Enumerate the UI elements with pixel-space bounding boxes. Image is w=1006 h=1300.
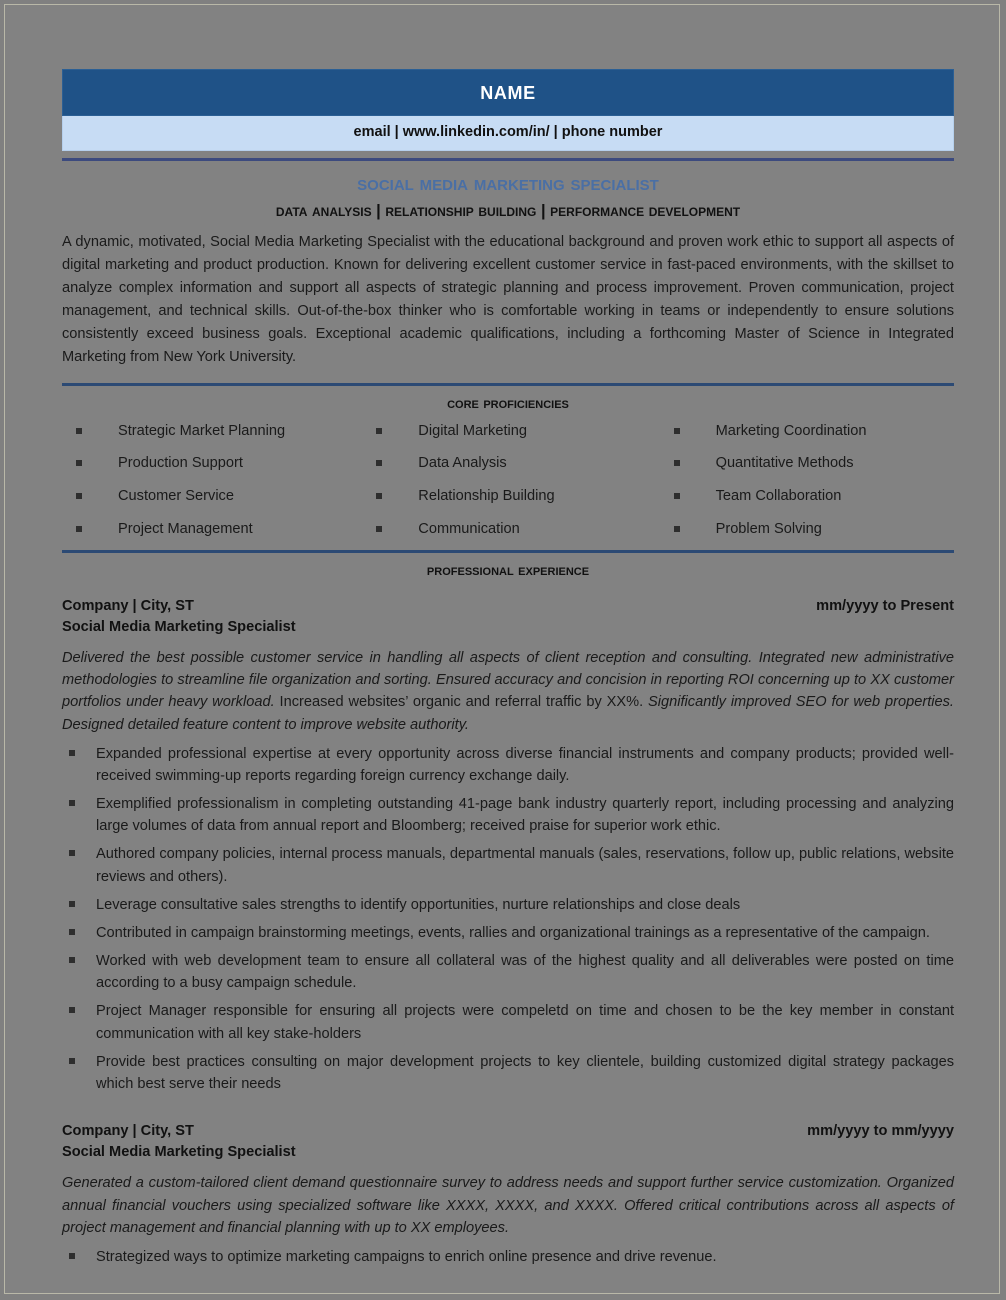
core-proficiencies-divider: [62, 383, 954, 386]
job-bullet-text: Worked with web development team to ensure all collateral was of the highest quality and all deliverables were posted on time according to a busy campaign schedule.: [96, 953, 954, 992]
square-bullet-icon: [69, 800, 75, 806]
job-bullet-text: Expanded professional expertise at every opportunity across diverse financial instruments and company products; provided well-received swimming-up reports regarding foreign currency exchange daily.: [96, 745, 954, 784]
description-italic-part-1: Generated a custom-tailored client demand questionnaire survey to address needs and support further service customization. Organized annual financial vouchers using specialized software like XXXX, XXXX, and XXXX. Offered critical contributions across all aspects of project management and financial planning with up to XX employees.: [62, 1175, 954, 1236]
experience-entry-header: [62, 596, 954, 617]
resume-page: [4, 4, 1000, 1294]
skill-label: Production Support: [118, 455, 243, 472]
experience-heading: professional experience: [426, 562, 590, 580]
description-italic-part-2: Significantly improved SEO for web properties. Designed detailed feature content to improve website authority.: [62, 694, 954, 733]
job-bullet: [62, 1051, 954, 1095]
job-bullet: [62, 793, 954, 837]
square-bullet-icon: [69, 901, 75, 907]
square-bullet-icon: [674, 493, 680, 499]
skill-label: Relationship Building: [418, 487, 555, 504]
skill-item: [674, 424, 954, 439]
job-description: [62, 647, 954, 736]
contact-line: email | www.linkedin.com/in/ | phone number: [353, 124, 663, 140]
square-bullet-icon: [376, 428, 382, 434]
job-bullet-list: [62, 1246, 954, 1268]
square-bullet-icon: [376, 493, 382, 499]
square-bullet-icon: [674, 526, 680, 532]
job-bullet-text: Contributed in campaign brainstorming meetings, events, rallies and organizational trainings as a representative of the campaign.: [96, 924, 930, 941]
square-bullet-icon: [76, 428, 82, 434]
job-bullet: [62, 950, 954, 994]
experience-entry: [62, 1121, 954, 1268]
job-description: [62, 1172, 954, 1239]
experience-divider: [62, 550, 954, 553]
skill-label: Communication: [418, 520, 520, 537]
page-title: social media marketing specialist: [357, 171, 659, 195]
skill-item: [376, 456, 656, 471]
skill-column-2: [359, 424, 656, 536]
job-bullet-text: Provide best practices consulting on major development projects to key clientele, building customized digital strategy packages which best serve their needs: [96, 1053, 954, 1092]
square-bullet-icon: [69, 957, 75, 963]
company-name: Company | City, ST: [62, 1123, 194, 1140]
employment-dates: mm/yyyy to Present: [816, 597, 954, 614]
skill-label: Customer Service: [118, 487, 234, 504]
resume-document: [62, 5, 954, 1274]
skill-item: [376, 424, 656, 439]
experience-entry: [62, 596, 954, 1095]
description-upright-part: Increased websites’ organic and referral traffic by XX%.: [279, 694, 649, 711]
square-bullet-icon: [69, 1007, 75, 1013]
square-bullet-icon: [76, 493, 82, 499]
square-bullet-icon: [376, 526, 382, 532]
square-bullet-icon: [69, 750, 75, 756]
skill-label: Data Analysis: [418, 455, 507, 472]
skill-item: [674, 522, 954, 537]
job-bullet-text: Exemplified professionalism in completing outstanding 41-page bank industry quarterly report, including processing and analyzing large volumes of data from annual report and Bloomberg; received praise for superior work ethic.: [96, 796, 954, 835]
skill-item: [674, 489, 954, 504]
square-bullet-icon: [69, 1058, 75, 1064]
contact-banner: [62, 116, 954, 151]
skill-label: Team Collaboration: [715, 487, 842, 504]
skill-item: [76, 456, 359, 471]
job-bullet-text: Leverage consultative sales strengths to identify opportunities, nurture relationships and close deals: [96, 896, 741, 913]
job-bullet-text: Project Manager responsible for ensuring all projects were compeletd on time and chosen to be the key member in constant communication with all key stake-holders: [96, 1003, 954, 1042]
square-bullet-icon: [674, 460, 680, 466]
job-role: Social Media Marketing Specialist: [62, 618, 296, 635]
skill-column-1: [62, 424, 359, 536]
square-bullet-icon: [376, 460, 382, 466]
job-bullet: [62, 922, 954, 944]
description-italic-part-1: Delivered the best possible customer service in handling all aspects of client reception and consulting. Integrated new administrative methodologies to streamline file organization and sorting. Ensured accuracy and concision in reporting ROI concerning up to XX customer portfolios under heavy workload.: [62, 650, 954, 711]
header-divider: [62, 158, 954, 161]
square-bullet-icon: [76, 526, 82, 532]
core-proficiencies-heading: core proficiencies: [447, 395, 569, 413]
skill-label: Digital Marketing: [418, 422, 527, 439]
square-bullet-icon: [69, 929, 75, 935]
company-name: Company | City, ST: [62, 597, 194, 614]
skill-item: [76, 424, 359, 439]
candidate-name: name: [480, 77, 536, 105]
skill-label: Marketing Coordination: [715, 422, 867, 439]
skill-item: [674, 456, 954, 471]
name-banner: [62, 69, 954, 116]
job-bullet: [62, 843, 954, 887]
square-bullet-icon: [69, 850, 75, 856]
skill-label: Project Management: [118, 520, 253, 537]
square-bullet-icon: [69, 1253, 75, 1259]
skill-label: Quantitative Methods: [715, 455, 854, 472]
skill-item: [376, 522, 656, 537]
skill-item: [376, 489, 656, 504]
core-proficiencies-list: [62, 424, 954, 536]
job-bullet-text: Strategized ways to optimize marketing campaigns to enrich online presence and drive revenue.: [96, 1248, 717, 1265]
square-bullet-icon: [76, 460, 82, 466]
job-bullet: [62, 1246, 954, 1268]
job-bullet: [62, 1000, 954, 1044]
job-role: Social Media Marketing Specialist: [62, 1144, 296, 1161]
job-bullet-text: Authored company policies, internal process manuals, departmental manuals (sales, reservations, follow up, public relations, website reviews and others).: [96, 846, 954, 885]
employment-dates: mm/yyyy to mm/yyyy: [807, 1123, 954, 1140]
skill-label: Problem Solving: [715, 520, 822, 537]
page-subtitle: data analysis | relationship building | performance development: [275, 201, 741, 220]
professional-summary: A dynamic, motivated, Social Media Marketing Specialist with the educational background and proven work ethic to support all aspects of digital marketing and product production. Known for delivering excellent customer service in fast-paced environments, with the skillset to analyze complex information and support all aspects of strategic planning and process improvement. Proven communication, project management, and technical skills. Out-of-the-box thinker who is comfortable working in teams or independently to ensure solutions consistently exceed business goals. Exceptional academic qualifications, including a forthcoming Master of Science in Integrated Marketing from New York University.: [62, 233, 954, 366]
job-bullet: [62, 894, 954, 916]
skill-column-3: [657, 424, 954, 536]
skill-item: [76, 489, 359, 504]
skill-item: [76, 522, 359, 537]
skill-label: Strategic Market Planning: [118, 422, 286, 439]
experience-entry-header: [62, 1121, 954, 1142]
square-bullet-icon: [674, 428, 680, 434]
job-bullet-list: [62, 743, 954, 1095]
job-bullet: [62, 743, 954, 787]
